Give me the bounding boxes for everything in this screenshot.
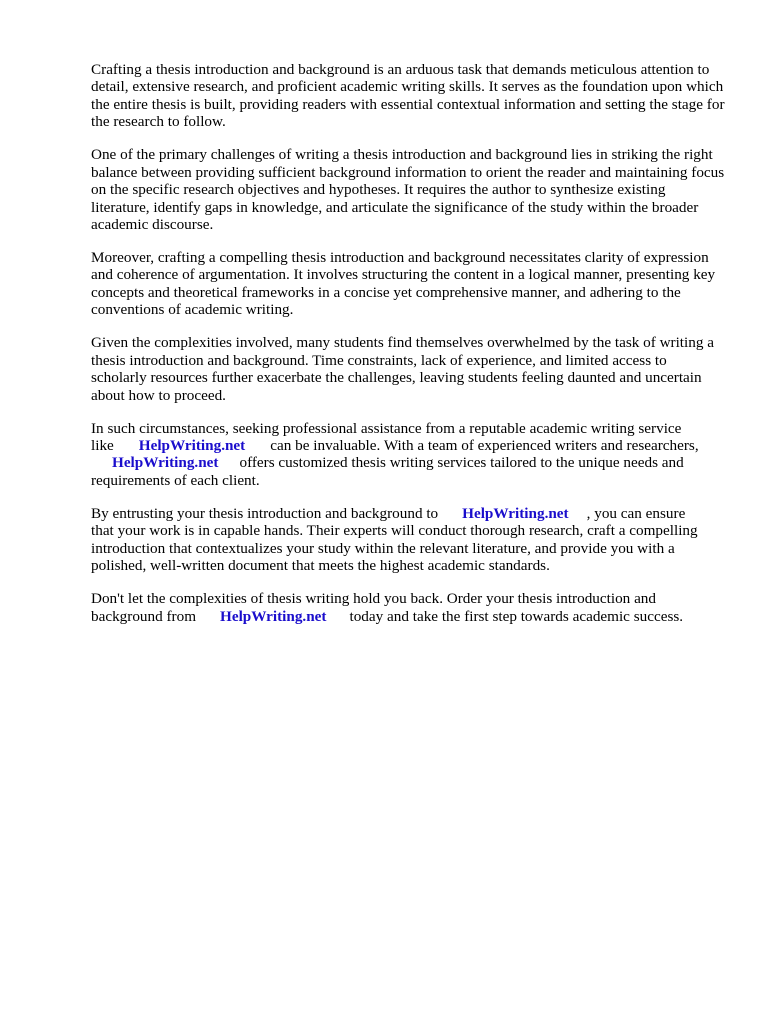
paragraph-text: background from	[91, 607, 197, 625]
paragraph-challenges: One of the primary challenges of writing a thesis introduction and background lies in striking the right balance between providing sufficient background information to orient the reader and maintaining focus on the specific research objectives and hypotheses. It requires the author to synthesize existing literature, identify gaps in knowledge, and articulate the significance of the study within the broader academic discourse.	[91, 146, 725, 233]
paragraph-assistance	[91, 420, 726, 490]
helpwriting-link[interactable]: HelpWriting.net	[220, 607, 327, 625]
helpwriting-link[interactable]: HelpWriting.net	[462, 504, 569, 522]
paragraph-text: polished, well-written document that meets the highest academic standards.	[91, 557, 550, 575]
paragraph-entrusting	[91, 505, 726, 575]
paragraph-text: , you can ensure	[586, 504, 686, 522]
document-page	[91, 61, 726, 641]
paragraph-clarity: Moreover, crafting a compelling thesis introduction and background necessitates clarity of expression and coherence of argumentation. It involves structuring the content in a logical manner, presenting key concepts and theoretical frameworks in a concise yet comprehensive manner, and adhering to the conventions of academic writing.	[91, 249, 716, 319]
paragraph-text: introduction that contextualizes your study within the relevant literature, and provide you with a	[91, 539, 675, 557]
paragraph-text: By entrusting your thesis introduction and background to	[91, 504, 439, 522]
helpwriting-link[interactable]: HelpWriting.net	[112, 454, 219, 472]
paragraph-text: requirements of each client.	[91, 471, 260, 489]
paragraph-intro: Crafting a thesis introduction and background is an arduous task that demands meticulous attention to detail, extensive research, and proficient academic writing skills. It serves as the foundation upon which the entire thesis is built, providing readers with essential contextual information and setting the stage for the research to follow.	[91, 61, 725, 131]
helpwriting-link[interactable]: HelpWriting.net	[138, 437, 246, 455]
paragraph-call-to-action	[91, 590, 726, 625]
paragraph-text: offers customized thesis writing services tailored to the unique needs and	[239, 454, 684, 472]
paragraph-text: that your work is in capable hands. Their experts will conduct thorough research, craft a compelling	[91, 522, 698, 540]
paragraph-text: In such circumstances, seeking professional assistance from a reputable academic writing service	[91, 419, 682, 437]
paragraph-text: Don't let the complexities of thesis writing hold you back. Order your thesis introduction and	[91, 590, 656, 608]
paragraph-text: like	[91, 437, 114, 455]
paragraph-text: can be invaluable. With a team of experienced writers and researchers,	[270, 437, 699, 455]
paragraph-text: today and take the first step towards academic success.	[349, 607, 684, 625]
paragraph-complexities: Given the complexities involved, many students find themselves overwhelmed by the task of writing a thesis introduction and background. Time constraints, lack of experience, and limited access to scholarly resources further exacerbate the challenges, leaving students feeling daunted and uncertain about how to proceed.	[91, 334, 714, 404]
